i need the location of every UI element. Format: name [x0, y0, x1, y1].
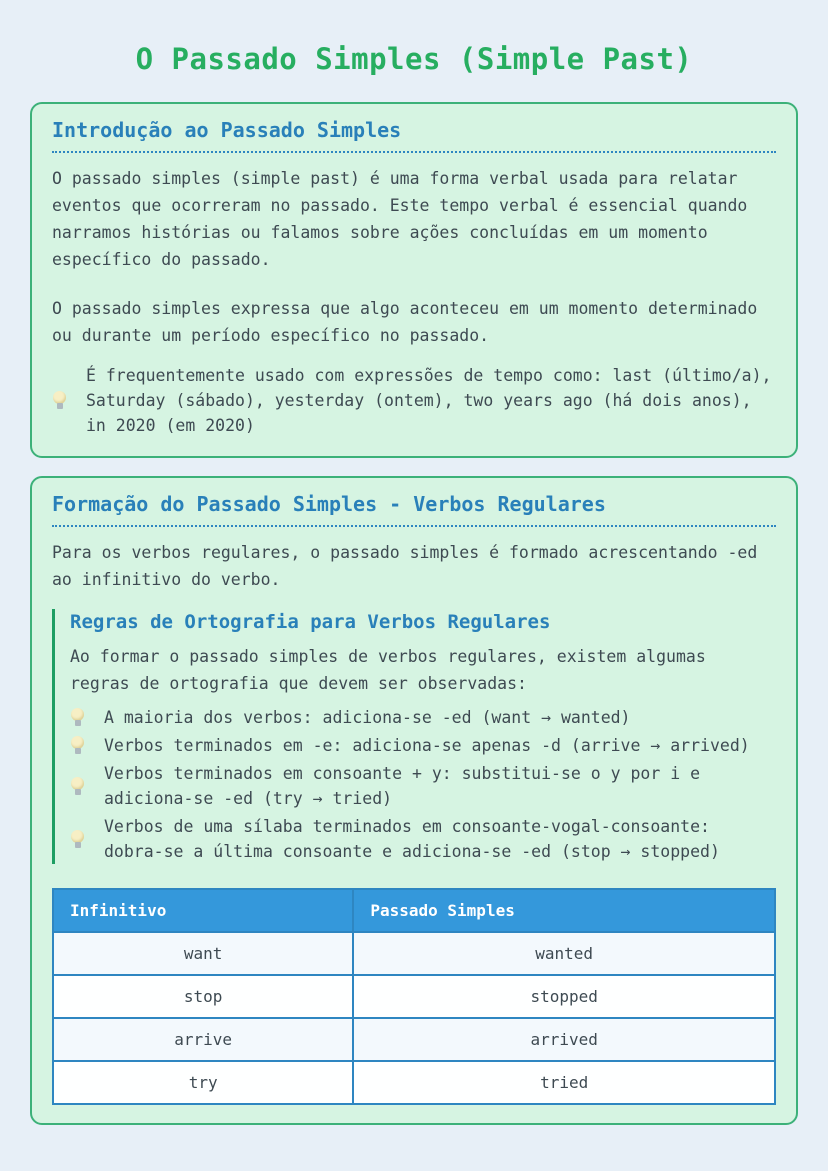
subsection-intro: Ao formar o passado simples de verbos regulares, existem algumas regras de ortografia que devem ser observadas: — [70, 647, 706, 693]
verb-forms-table — [52, 888, 776, 1105]
lightbulb-icon — [70, 777, 86, 796]
column-header-passado-simples: Passado Simples — [353, 889, 775, 932]
table-row — [53, 932, 775, 975]
table-cell: wanted — [353, 932, 775, 975]
lightbulb-icon — [70, 736, 86, 755]
paragraph: O passado simples expressa que algo aconteceu em um momento determinado ou durante um período específico no passado. — [52, 299, 758, 345]
tip-box — [52, 363, 776, 438]
list-item-text: Verbos de uma sílaba terminados em consoante-vogal-consoante: dobra-se a última consoante e adiciona-se -ed (stop → stopped) — [104, 817, 720, 861]
table-cell: try — [53, 1061, 353, 1104]
table-row — [53, 1061, 775, 1104]
page-title: O Passado Simples (Simple Past) — [135, 42, 693, 76]
lightbulb-icon — [70, 830, 86, 849]
table-row — [53, 1018, 775, 1061]
section-heading-introducao: Introdução ao Passado Simples — [52, 118, 776, 153]
card-introducao — [30, 102, 798, 458]
subsection-regras-ortografia — [52, 609, 776, 864]
list-item-text: Verbos terminados em -e: adiciona-se apenas -d (arrive → arrived) — [104, 736, 750, 755]
spelling-rules-list — [70, 705, 764, 864]
table-cell: tried — [353, 1061, 775, 1104]
list-item-text: Verbos terminados em consoante + y: substitui-se o y por i e adiciona-se -ed (try → tried) — [104, 764, 701, 808]
table-header-row — [53, 889, 775, 932]
card-formacao — [30, 476, 798, 1125]
list-item-text: A maioria dos verbos: adiciona-se -ed (want → wanted) — [104, 708, 631, 727]
tip-text: É frequentemente usado com expressões de tempo como: last (último/a), Saturday (sábado), yesterday (ontem), two years ago (há dois anos), in 2020 (em 2020) — [86, 366, 772, 435]
list-item — [70, 761, 764, 811]
lightbulb-icon — [70, 708, 86, 727]
subsection-heading: Regras de Ortografia para Verbos Regulares — [70, 611, 551, 633]
table-cell: stopped — [353, 975, 775, 1018]
table-cell: want — [53, 932, 353, 975]
table-cell: arrive — [53, 1018, 353, 1061]
list-item — [70, 814, 764, 864]
table-cell: arrived — [353, 1018, 775, 1061]
list-item — [70, 733, 764, 758]
lightbulb-icon — [52, 391, 68, 410]
paragraph: O passado simples (simple past) é uma forma verbal usada para relatar eventos que ocorreram no passado. Este tempo verbal é essencial quando narramos histórias ou falamos sobre ações concluídas em um momento específico do passado. — [52, 169, 748, 269]
table-cell: stop — [53, 975, 353, 1018]
list-item — [70, 705, 764, 730]
column-header-infinitivo: Infinitivo — [53, 889, 353, 932]
section-heading-formacao: Formação do Passado Simples - Verbos Regulares — [52, 492, 776, 527]
paragraph: Para os verbos regulares, o passado simples é formado acrescentando -ed ao infinitivo do verbo. — [52, 543, 758, 589]
table-row — [53, 975, 775, 1018]
